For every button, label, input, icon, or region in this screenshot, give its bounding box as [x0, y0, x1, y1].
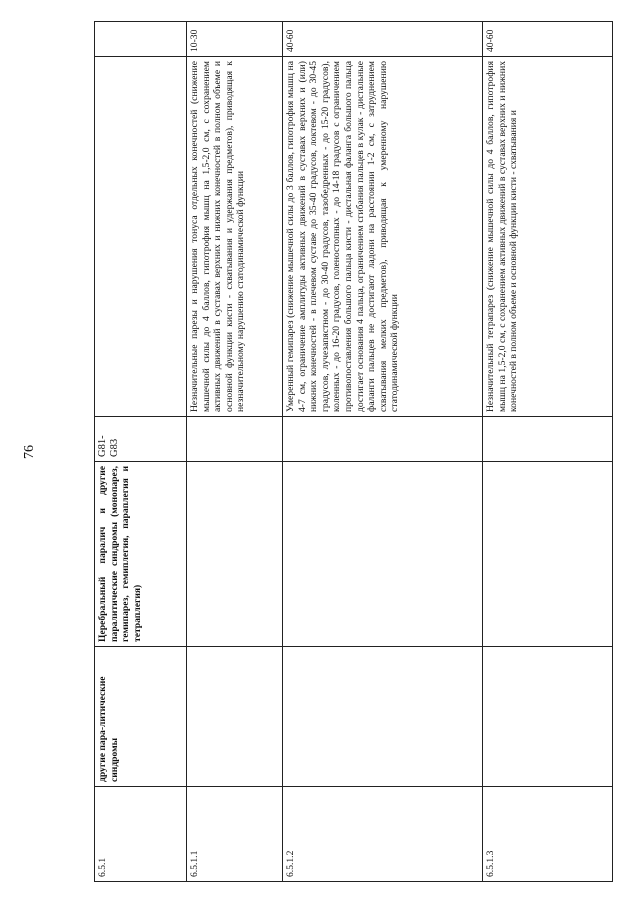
disability-criteria-table	[94, 21, 613, 882]
row-percent: 40-60	[483, 22, 613, 57]
row-group	[283, 647, 483, 787]
row-icd	[283, 417, 483, 462]
row-description	[95, 57, 187, 417]
row-code: 6.5.1.3	[483, 787, 613, 882]
row-group	[187, 647, 283, 787]
row-title	[283, 462, 483, 647]
row-group	[483, 647, 613, 787]
row-icd: G81-G83	[95, 417, 187, 462]
page-number: 76	[22, 445, 37, 459]
rotated-table-container	[94, 22, 612, 882]
table-row	[283, 22, 483, 882]
row-title	[483, 462, 613, 647]
row-percent	[95, 22, 187, 57]
row-title	[187, 462, 283, 647]
row-percent: 40-60	[283, 22, 483, 57]
row-title: Церебральный паралич и другие паралитические синдромы (монопарез, гемипарез, гемиплегия, параплегия и тетраплегия)	[95, 462, 187, 647]
row-code: 6.5.1.1	[187, 787, 283, 882]
table-row	[483, 22, 613, 882]
row-group: другие пара-литические синдромы	[95, 647, 187, 787]
row-description: Незначительный тетрапарез (снижение мышечной силы до 4 баллов, гипотрофия мышц на 1,5-2,0 см, с сохранением активных движений в суставах верхних и нижних конечностей в полном объеме и основной функции кисти - схватывания и	[483, 57, 613, 417]
table-row	[187, 22, 283, 882]
row-code: 6.5.1	[95, 787, 187, 882]
row-code: 6.5.1.2	[283, 787, 483, 882]
row-description: Умеренный гемипарез (снижение мышечной силы до 3 баллов, гипотрофия мышц на 4-7 см, ограничение амплитуды активных движений в суставах верхних и (или) нижних конечностей - в плечевом суставе до 35-40 градусов, локтевом - до 30-45 градусов, лучезапястном - до 30-40 градусов, тазобедренных - до 15-20 градусов), коленных - до 16-20 градусов, голеностопных - до 14-18 градусов с ограничением противопоставления большого пальца кисти - дистальная фаланга большого пальца достигает основания 4 пальца, ограничением сгибания пальцев в кулак - дистальные фаланги пальцев не достигают ладони на расстоянии 1-2 см, с затруднением схватывания мелких предметов), приводящая к умеренному нарушению статодинамической функции	[283, 57, 483, 417]
row-description: Незначительные парезы и нарушения тонуса отдельных конечностей (снижение мышечной силы до 4 баллов, гипотрофия мышц на 1,5-2,0 см, с сохранением активных движений в суставах верхних и нижних конечностей в полном объеме и основной функции кисти - схватывания и удержания предметов), приводящая к незначительному нарушению статодинамической функции	[187, 57, 283, 417]
row-icd	[483, 417, 613, 462]
row-percent: 10-30	[187, 22, 283, 57]
table-row	[95, 22, 187, 882]
row-icd	[187, 417, 283, 462]
